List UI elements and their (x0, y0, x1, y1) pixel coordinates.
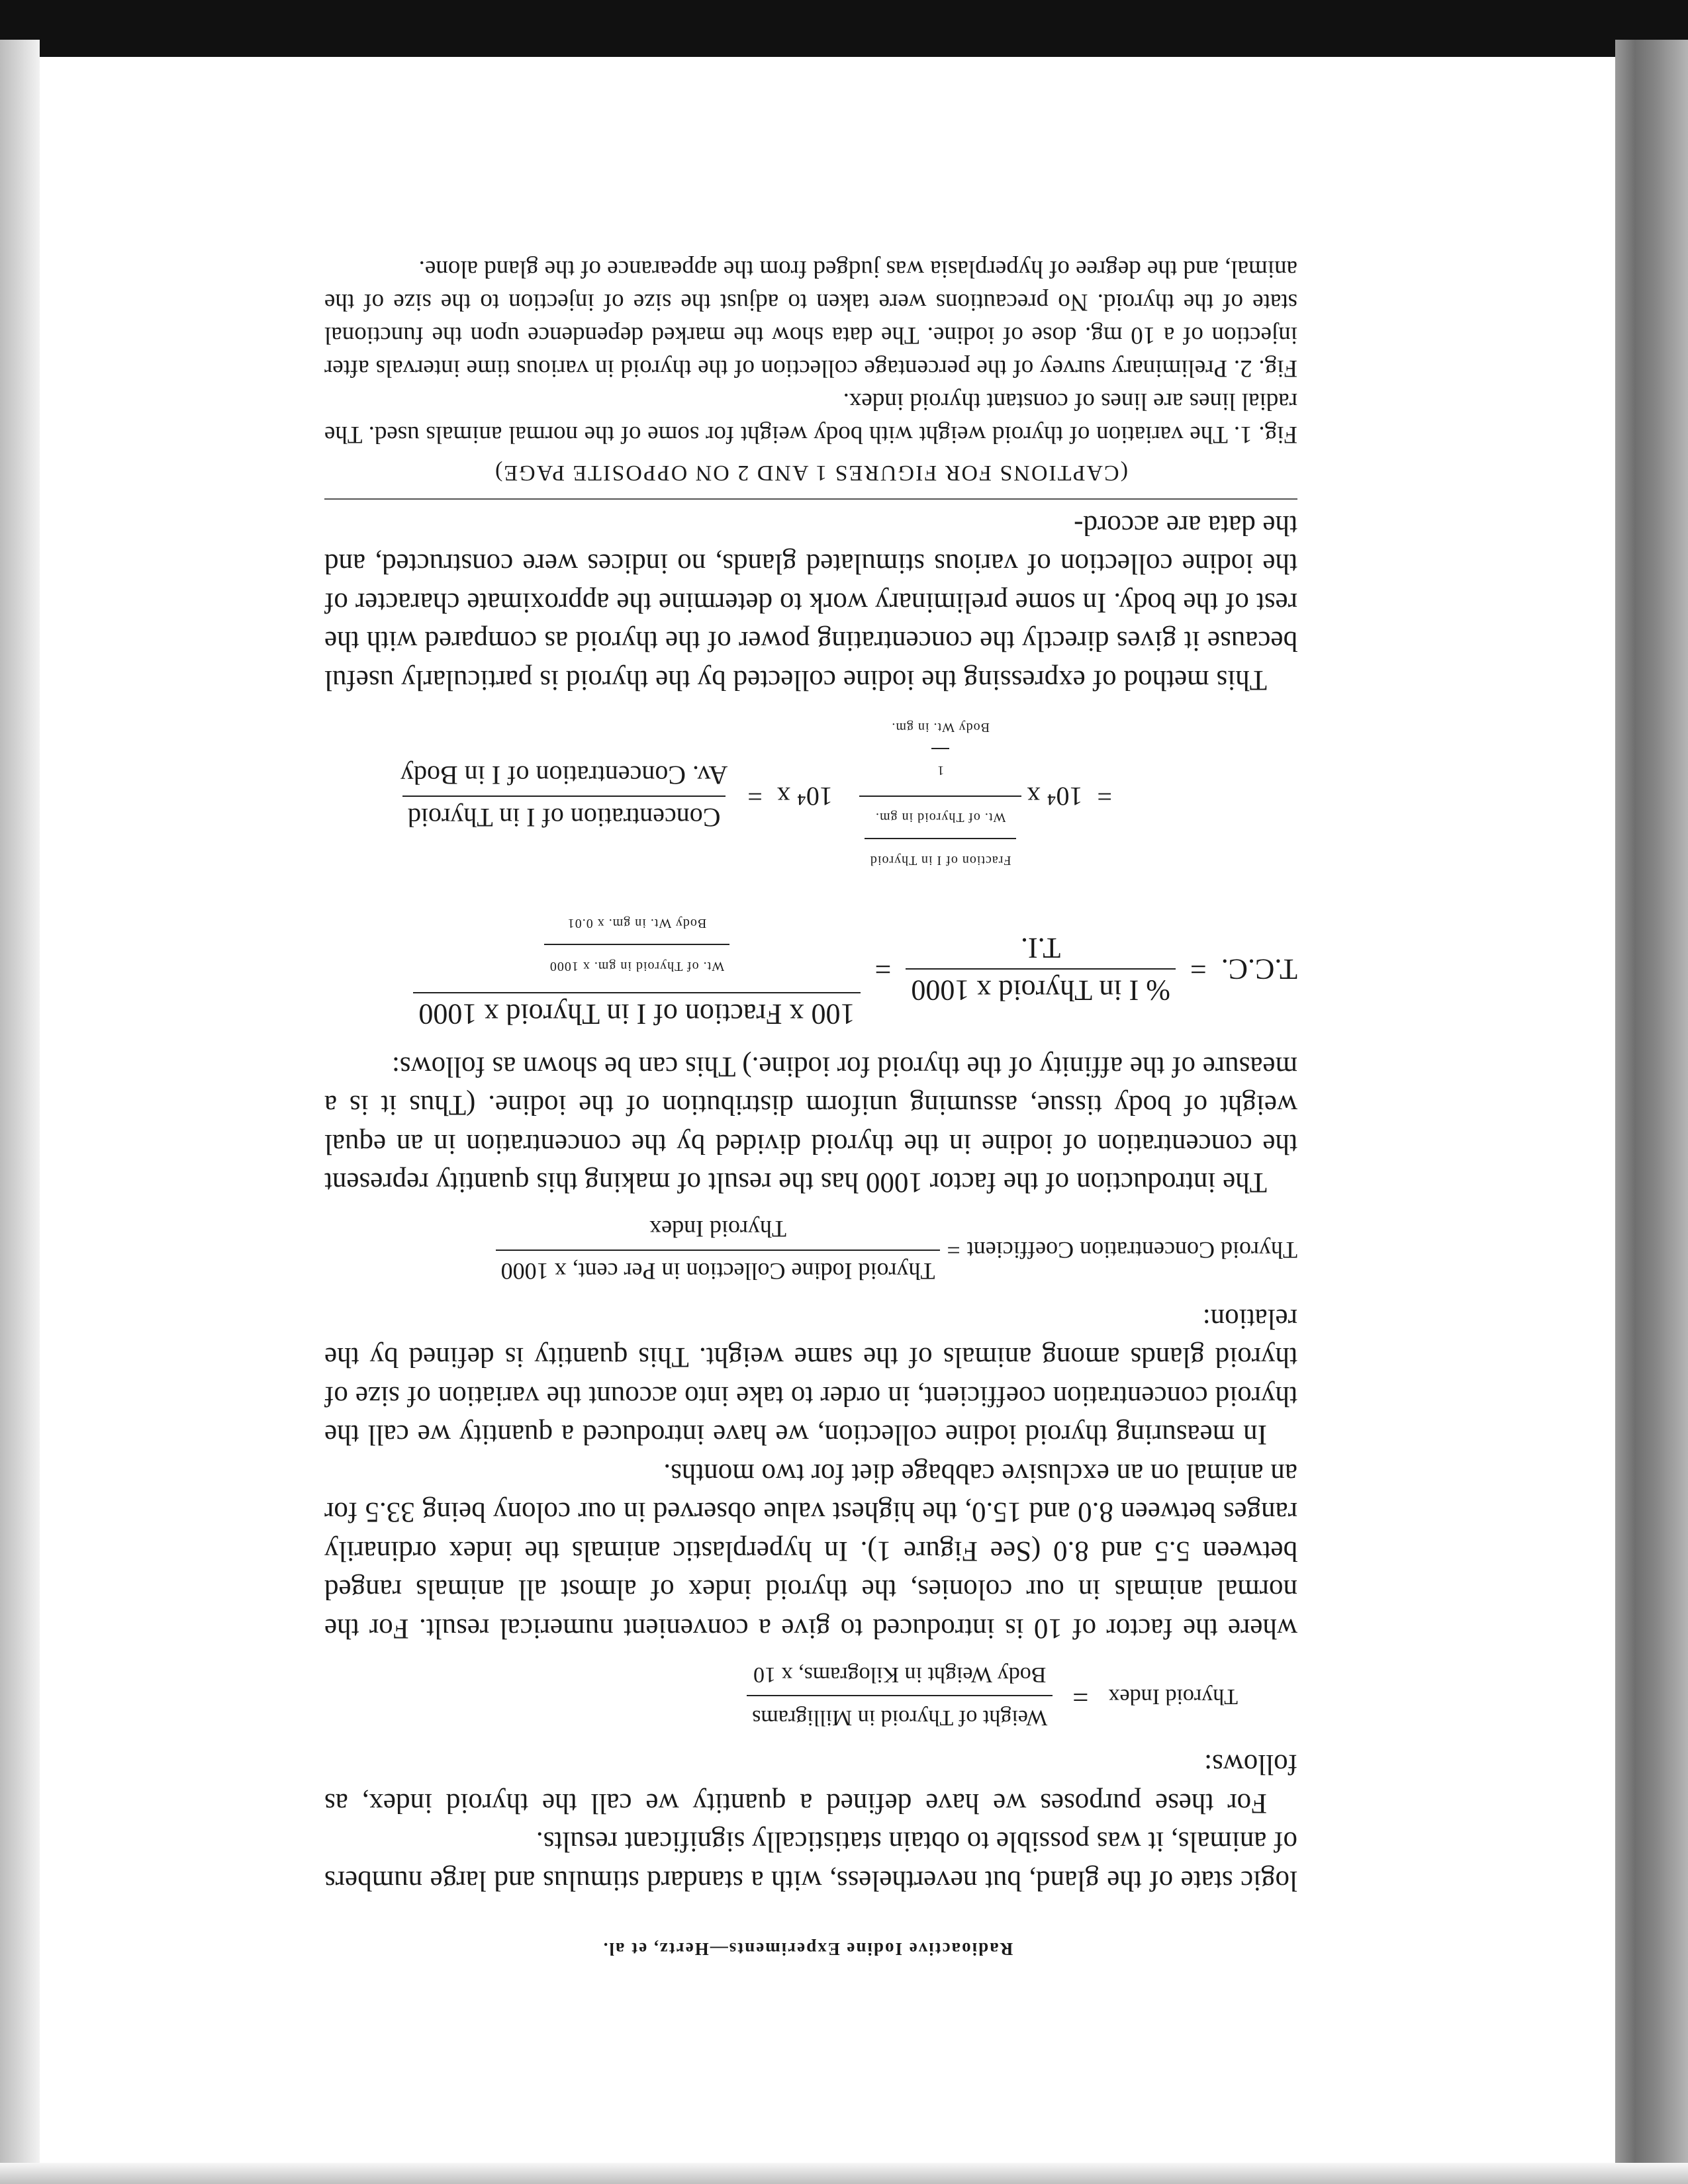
paragraph-factor: where the factor of 10 is introduced to give a convenient numerical result. For the normal animals in our colonies, the thyroid index of almost all animals ranged between 5.5 and 8.0 (See Figure 1). In hyperplastic animals the index ordinarily ranges between 8.0 and 15.0, the highest value observed in our colony being 33.5 for an animal on an exclusive cabbage diet for two months. (324, 1458, 1297, 1644)
eq-index-fraction (747, 1655, 1053, 1737)
eq-derive2-a-bottom-den: Body Wt. in gm. (891, 720, 990, 735)
eq-tcc-numerator: Thyroid Iodine Collection in Per cent, x 1000 (496, 1250, 941, 1291)
eq-derive2-a-bottom-num: 1 (931, 749, 949, 790)
eq-derive2-fraction-b (395, 756, 733, 837)
document-page (291, 255, 1324, 2005)
eq-derive-f2-numerator: 100 x Fraction of I in Thyroid x 1000 (413, 992, 860, 1034)
caption-figure-1: Fig. 1. The variation of thyroid weight with body weight for some of the normal animals used. The radial lines are lines of constant thyroid index. (324, 388, 1297, 448)
eq-derive2-a-bottom-fraction (886, 708, 995, 790)
eq-tcc-equals: = (947, 1237, 961, 1264)
scan-top-edge (0, 0, 1688, 57)
captions-heading: (CAPTIONS FOR FIGURES 1 AND 2 ON OPPOSITE PAGE) (494, 461, 1128, 486)
eq-index-denominator: Body Weight in Kilograms, x 10 (753, 1662, 1047, 1688)
eq-derive-fraction-1 (906, 928, 1176, 1009)
scan-left-edge (0, 40, 40, 2184)
paragraph-purpose: For these purposes we have defined a quantity we call the thyroid index, as follows: (324, 1749, 1297, 1819)
eq-index-numerator: Weight of Thyroid in Milligrams (747, 1696, 1053, 1737)
eq-tcc-fraction (496, 1210, 941, 1291)
eq-index-lhs: Thyroid Index (1108, 1684, 1238, 1709)
running-head: Radioactive Iodine Experiments—Hertz, et al. (602, 1939, 1013, 1959)
eq-derive-f1-denominator: T.I. (1020, 931, 1061, 964)
eq-derive2-a-denominator (880, 708, 1000, 796)
eq-derive2-b-numerator: Concentration of I in Thyroid (402, 796, 726, 837)
equation-tcc (324, 1210, 1297, 1291)
footnote-divider (324, 499, 1297, 500)
eq-derive-equals-2: = (874, 953, 892, 985)
eq-derive2-a-top-den: Wt. of Thyroid in gm. (875, 810, 1006, 825)
eq-derive2-a-numerator (859, 796, 1022, 884)
paragraph-method: This method of expressing the iodine collected by the thyroid is particularly useful because it gives directly the concentrating power of the thyroid as compared with the rest of the body. In some preliminary work to determine the approximate character of the iodine collection of various stimulated glands, no indices were constructed, and the data are accord- (324, 510, 1297, 696)
paragraph-results: logic state of the gland, but nevertheless, with a standard stimulus and large numbers of animals, it was possible to obtain statistically significant results. (324, 1826, 1297, 1896)
eq-derive-fraction-2 (413, 904, 860, 1034)
eq-derive2-equals-2: = (747, 782, 763, 812)
eq-derive2-fraction-a (859, 708, 1022, 884)
eq-derive-lhs: T.C.C. (1221, 953, 1297, 985)
eq-derive2-coef-1: 10⁴ x (1027, 782, 1083, 812)
eq-tcc-denominator: Thyroid Index (649, 1216, 787, 1242)
eq-derive2-equals-1: = (1097, 782, 1112, 812)
eq-index-equals: = (1072, 1680, 1089, 1712)
scan-right-edge (1615, 40, 1688, 2184)
eq-derive-f2-inner-fraction (544, 904, 729, 985)
eq-derive-equals-1: = (1190, 953, 1207, 985)
eq-derive-f2-inner-numerator: Wt. of Thyroid in gm. x 1000 (544, 944, 729, 986)
eq-derive-f2-denominator (539, 904, 735, 992)
body-text (324, 252, 1297, 1899)
eq-derive2-a-top-num: Fraction of I in Thyroid (865, 839, 1017, 880)
equation-thyroid-index (324, 1655, 1238, 1737)
equation-derivation-2 (324, 708, 1112, 884)
paragraph-introduction: The introduction of the factor 1000 has the result of making this quantity represent the concentration of iodine in the thyroid divided by the concentration in an equal weight of body tissue, assuming uniform distribution of the iodine. (Thus it is a measure of the affinity of the thyroid for iodine.) This can be shown as follows: (324, 1051, 1297, 1199)
eq-derive-f2-inner-denominator: Body Wt. in gm. x 0.01 (567, 916, 707, 931)
paragraph-coefficient: In measuring thyroid iodine collection, we have introduced a quantity we call the thyroid concentration coefficient, in order to take into account the variation of size of thyroid glands among animals of the same weight. This quantity is defined by the relation: (324, 1303, 1297, 1451)
eq-derive2-coef-2: 10⁴ x (776, 782, 833, 812)
eq-derive2-a-top-fraction (865, 798, 1017, 880)
caption-figure-2: Fig. 2. Preliminary survey of the percentage collection of the thyroid in various time intervals after injection of a 10 mg. dose of iodine. The data show the marked dependence upon the functional state of the thyroid. No precautions were taken to adjust the size of injection to the size of the animal, and the degree of hyperplasia was judged from the appearance of the gland alone. (324, 255, 1297, 382)
eq-tcc-lhs: Thyroid Concentration Coefficient (966, 1237, 1297, 1264)
eq-derive-f1-numerator: % I in Thyroid x 1000 (906, 968, 1176, 1010)
equation-derivation-1 (324, 904, 1297, 1034)
scan-bottom-edge (0, 2163, 1688, 2184)
eq-derive2-b-denominator: Av. Concentration of I in Body (400, 760, 728, 790)
